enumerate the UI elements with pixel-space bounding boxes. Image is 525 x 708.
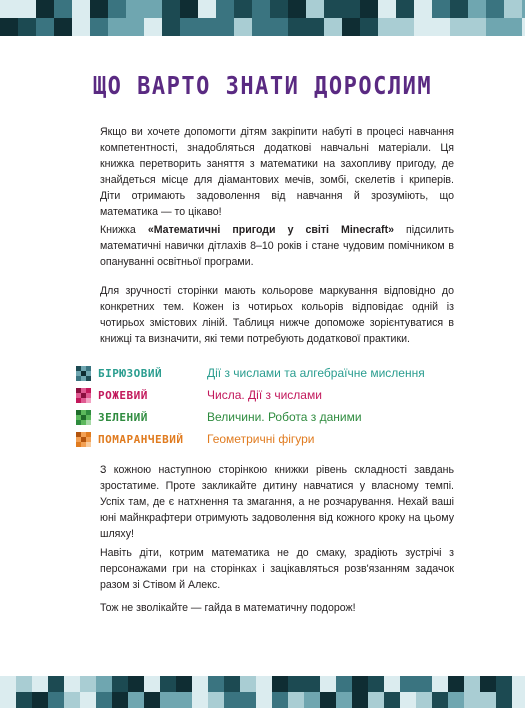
characters-paragraph: Навіть діти, котрим математика не до смаку, зрадіють зустрічі з персонажами гри на сторінках і зацікавляться розв'язанням задачок разом зі Стівом й Алекс. [100, 547, 454, 591]
legend-value-green: Величини. Робота з даними [207, 410, 362, 424]
bottom-pixel-pattern [0, 676, 525, 708]
top-pixel-pattern [0, 0, 525, 36]
legend-row-orange [76, 428, 476, 450]
teal-pixel-square-icon [76, 366, 91, 381]
book-title: «Математичні пригоди у світі Minecraft» [147, 224, 395, 236]
green-pixel-square-icon [76, 410, 91, 425]
top-pixel-border [0, 0, 525, 36]
legend-row-turquoise [76, 362, 476, 384]
bottom-pixel-border [0, 676, 525, 708]
intro-paragraph: Якщо ви хочете допомогти дітям закріпити набуті в процесі навчання компетентності, знадобляться додаткові навчальні матеріали. Ця книжка перетворить заняття з математики на захопливу пригоду, де знайдеться місце для діамантових мечів, зомбі, скелетів і криперів. Діти отримають задоволення від навчання й зрозуміють, що математика — то цікаво! [100, 126, 454, 218]
orange-pixel-square-icon [76, 432, 91, 447]
color-legend [76, 362, 476, 450]
legend-row-green [76, 406, 476, 428]
legend-value-orange: Геометричні фігури [207, 432, 315, 446]
legend-key-green: ЗЕЛЕНИЙ [98, 410, 148, 424]
legend-value-pink: Числа. Дії з числами [207, 388, 322, 402]
closing-paragraph: Тож не зволікайте — гайда в математичну подорож! [100, 602, 356, 614]
color-coding-paragraph: Для зручності сторінки мають кольорове маркування відповідно до конкретних тем. Кожен із чотирьох кольорів відповідає одній із чотирьох змістових ліній. Таблиця нижче допоможе зорієнтуватися в книжці та визначити, які теми потребують додаткової практики. [100, 285, 454, 345]
legend-value-turquoise: Дії з числами та алгебраїчне мислення [207, 366, 425, 380]
difficulty-paragraph: З кожною наступною сторінкою книжки рівень складності завдань зростатиме. Проте закликайте дитину навчатися у власному темпі. Успіх там, де є натхнення та змагання, а не розчарування. Нехай ваші юні майнкрафтери отримують задоволення від кожного кроку на цьому шляху! [100, 464, 454, 540]
page-title: ЩО ВАРТО ЗНАТИ ДОРОСЛИМ [92, 72, 433, 101]
book-description-paragraph [100, 222, 454, 270]
pink-pixel-square-icon [76, 388, 91, 403]
book-description-suffix: підсилить математичні навички дітлахів 8–10 років і стане чудовим помічником в опануванні освітньої програми. [100, 224, 455, 268]
legend-row-pink [76, 384, 476, 406]
legend-key-turquoise: БІРЮЗОВИЙ [98, 366, 163, 380]
legend-key-pink: РОЖЕВИЙ [98, 388, 148, 402]
legend-key-orange: ПОМАРАНЧЕВИЙ [98, 432, 184, 446]
book-description-prefix: Книжка [100, 224, 148, 236]
